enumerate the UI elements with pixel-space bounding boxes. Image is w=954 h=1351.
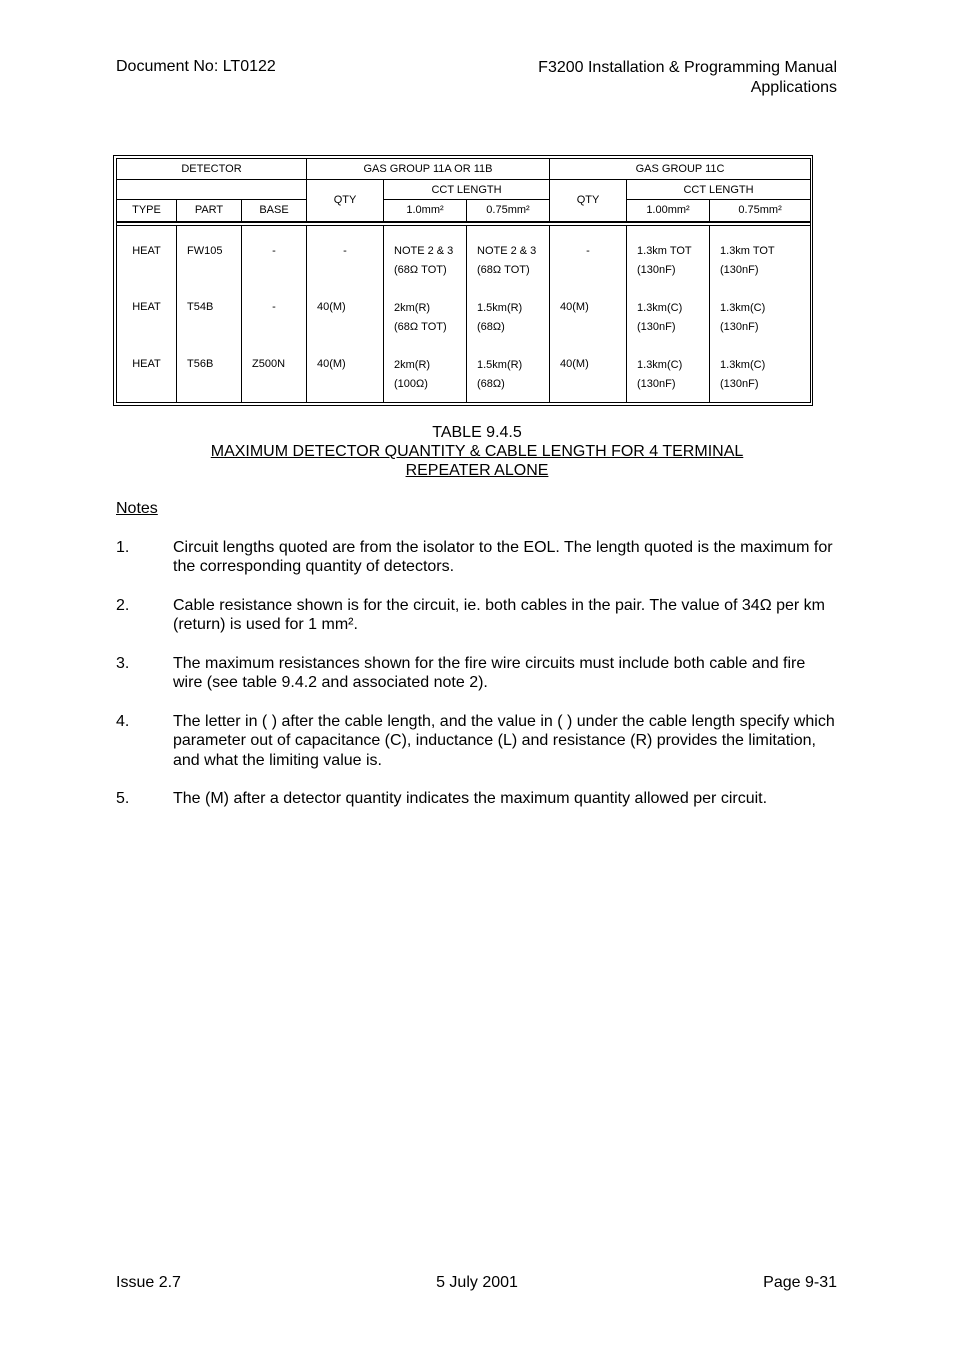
manual-header (538, 58, 837, 98)
qty-a-row-3: 40(M) (317, 357, 346, 370)
c-075-row-2-length: 1.3km(C) (720, 301, 766, 314)
type-row-1: HEAT (132, 244, 161, 257)
qty-c-column (550, 225, 627, 403)
base-column (242, 225, 307, 403)
part-heading: PART (177, 200, 242, 222)
section-name: Applications (750, 79, 837, 96)
gas-group-a-heading: GAS GROUP 11A OR 11B (307, 159, 550, 180)
part-column (177, 225, 242, 403)
note-5-text: The (M) after a detector quantity indicates the maximum quantity allowed per circuit. (173, 790, 768, 807)
c-075mm-column (710, 225, 811, 403)
c-1mm-row-2-limit: (130nF) (637, 321, 676, 333)
note-1-text: Circuit lengths quoted are from the isolator to the EOL. The length quoted is the maximum for the corresponding quantity of detectors. (173, 539, 833, 576)
a-075mm-column (467, 225, 550, 403)
note-2 (116, 596, 838, 635)
base-row-1: - (272, 244, 276, 257)
a-075-row-1-length: NOTE 2 & 3 (477, 244, 537, 257)
a-075-row-1-limit: (68Ω TOT) (477, 264, 530, 276)
type-column (117, 225, 177, 403)
part-row-3: T56B (187, 357, 214, 370)
footer-page: Page 9-31 (763, 1274, 837, 1291)
c-075-row-1-limit: (130nF) (720, 264, 759, 276)
qty-c-row-3: 40(M) (560, 357, 589, 370)
a-075-row-3-length: 1.5km(R) (477, 358, 523, 371)
a-1mm-heading: 1.0mm² (384, 200, 467, 222)
c-1mm-row-3-limit: (130nF) (637, 378, 676, 390)
a-1mm-row-2-length: 2km(R) (394, 301, 431, 314)
note-5-number: 5. (116, 790, 130, 807)
detector-heading: DETECTOR (117, 159, 307, 180)
detector-table-frame (113, 155, 813, 406)
a-1mm-row-3-limit: (100Ω) (394, 378, 428, 390)
gas-group-c-heading: GAS GROUP 11C (550, 159, 811, 180)
qty-a-column (307, 225, 384, 403)
footer-issue: Issue 2.7 (116, 1274, 181, 1291)
note-2-text: Cable resistance shown is for the circuit, ie. both cables in the pair. The value of 34Ω per km (return) is used for 1 mm². (173, 597, 825, 634)
base-row-2: - (272, 301, 276, 313)
table-title-line-2: REPEATER ALONE (405, 462, 549, 479)
c-1mm-heading: 1.00mm² (627, 200, 710, 222)
c-075mm-heading: 0.75mm² (710, 200, 811, 222)
type-row-3: HEAT (132, 357, 161, 370)
note-3-text: The maximum resistances shown for the fire wire circuits must include both cable and fire wire (see table 9.4.2 and associated note 2). (173, 655, 806, 692)
table-caption (0, 423, 954, 480)
note-4 (116, 712, 838, 770)
c-1mm-column (627, 225, 710, 403)
a-1mm-row-1-length: NOTE 2 & 3 (394, 244, 454, 257)
note-2-number: 2. (116, 597, 130, 614)
a-075-row-2-length: 1.5km(R) (477, 301, 523, 314)
table-number: TABLE 9.4.5 (432, 424, 522, 441)
a-075-row-3-limit: (68Ω) (477, 378, 505, 390)
c-075-row-2-limit: (130nF) (720, 321, 759, 333)
note-1 (116, 538, 838, 577)
type-heading: TYPE (117, 200, 177, 222)
qty-a-row-1: - (343, 244, 347, 257)
cct-length-a-heading: CCT LENGTH (384, 180, 550, 200)
base-row-3: Z500N (252, 357, 286, 370)
c-1mm-row-3-length: 1.3km(C) (637, 358, 683, 371)
a-1mm-row-1-limit: (68Ω TOT) (394, 264, 447, 276)
a-1mm-column (384, 225, 467, 403)
note-5 (116, 789, 838, 808)
c-075-row-1-length: 1.3km TOT (720, 244, 775, 257)
detector-table (116, 158, 811, 403)
qty-c-row-1: - (586, 244, 590, 257)
type-row-2: HEAT (132, 301, 161, 313)
note-1-number: 1. (116, 539, 130, 556)
a-075-row-2-limit: (68Ω) (477, 321, 505, 333)
part-row-2: T54B (187, 301, 214, 313)
c-1mm-row-2-length: 1.3km(C) (637, 301, 683, 314)
note-4-text: The letter in ( ) after the cable length, and the value in ( ) under the cable length specify which parameter out of capacitance (C), inductance (L) and resistance (R) provides the limitation, and what the limiting value is. (173, 713, 835, 769)
c-075-row-3-length: 1.3km(C) (720, 358, 766, 371)
note-4-number: 4. (116, 713, 130, 730)
qty-a-heading: QTY (307, 180, 384, 222)
base-heading: BASE (242, 200, 307, 222)
c-075-row-3-limit: (130nF) (720, 378, 759, 390)
c-1mm-row-1-length: 1.3km TOT (637, 244, 692, 257)
c-1mm-row-1-limit: (130nF) (637, 264, 676, 276)
notes-heading: Notes (116, 500, 158, 517)
qty-c-row-2: 40(M) (560, 301, 589, 313)
footer-date: 5 July 2001 (436, 1274, 518, 1291)
note-3-number: 3. (116, 655, 130, 672)
table-title-line-1: MAXIMUM DETECTOR QUANTITY & CABLE LENGTH FOR 4 TERMINAL (210, 443, 744, 460)
part-row-1: FW105 (187, 244, 223, 257)
a-1mm-row-3-length: 2km(R) (394, 358, 431, 371)
qty-c-heading: QTY (550, 180, 627, 222)
detector-heading-spacer (117, 180, 307, 200)
a-1mm-row-2-limit: (68Ω TOT) (394, 321, 447, 333)
note-3 (116, 654, 838, 693)
manual-title: F3200 Installation & Programming Manual (538, 59, 837, 76)
qty-a-row-2: 40(M) (317, 301, 346, 313)
a-075mm-heading: 0.75mm² (467, 200, 550, 222)
document-number: Document No: LT0122 (116, 58, 276, 75)
cct-length-c-heading: CCT LENGTH (627, 180, 811, 200)
